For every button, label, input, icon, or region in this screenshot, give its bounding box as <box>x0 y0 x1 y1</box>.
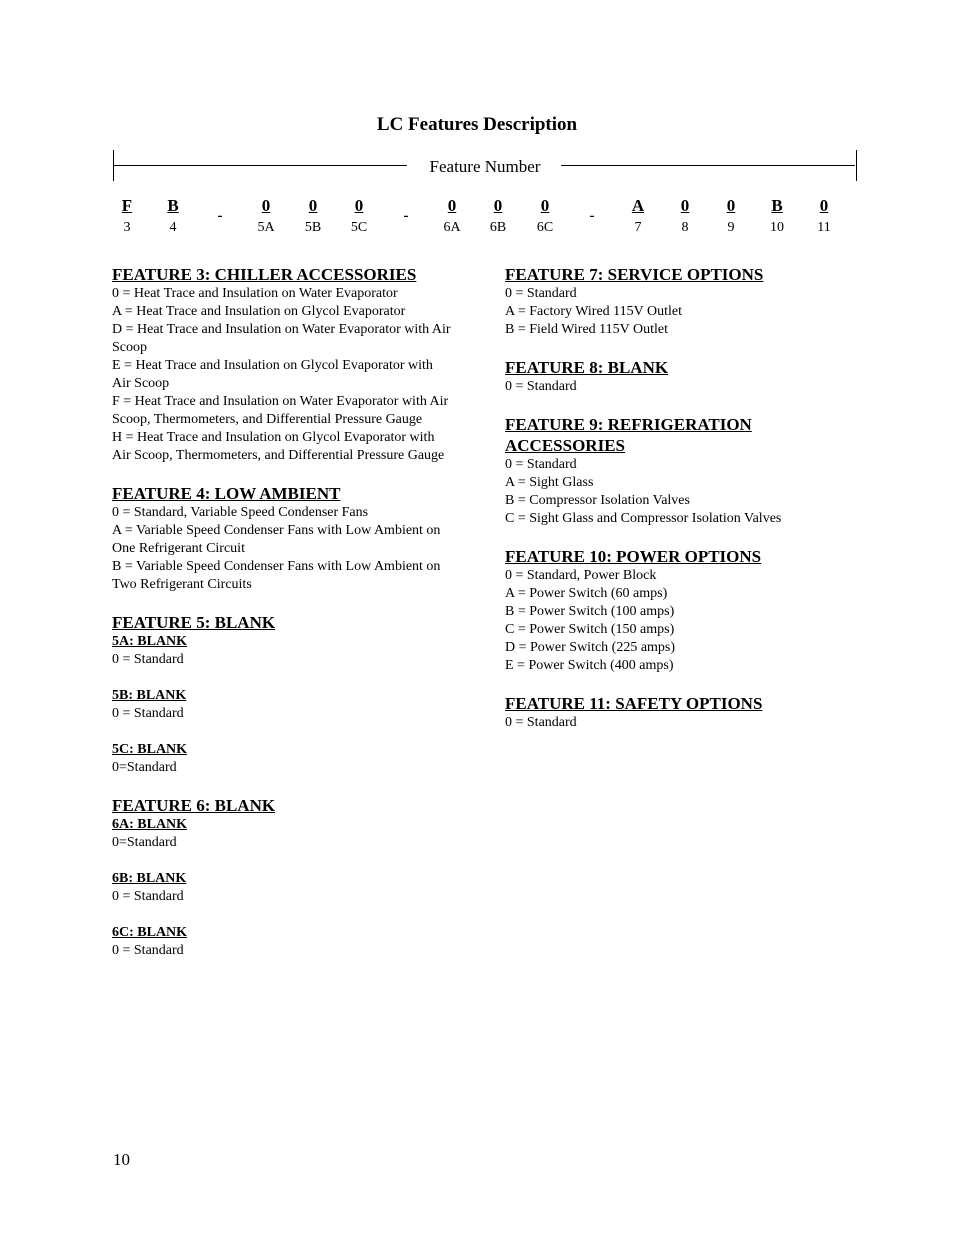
code-feature-4 <box>153 196 193 237</box>
feature-option: 0 = Standard <box>112 889 184 904</box>
feature-8-title: FEATURE 8: BLANK <box>505 358 669 377</box>
code-number: 5C <box>350 220 368 235</box>
sub-feature-title: 6C: BLANK <box>112 925 188 940</box>
feature-option: 0 = Standard <box>505 457 577 472</box>
feature-6b <box>112 870 452 906</box>
feature-option: 0=Standard <box>112 835 177 850</box>
feature-option: 0 = Standard, Power Block <box>505 568 657 583</box>
feature-9-title: FEATURE 9: REFRIGERATION ACCESSORIES <box>505 415 752 455</box>
code-letter: 0 <box>819 196 829 215</box>
feature-option: B = Field Wired 115V Outlet <box>505 322 669 337</box>
feature-6-section <box>112 795 452 960</box>
feature-3-title: FEATURE 3: CHILLER ACCESSORIES <box>112 265 417 284</box>
feature-11-section <box>505 693 845 732</box>
left-column <box>112 264 452 978</box>
feature-number-bracket <box>113 150 857 182</box>
code-number: 11 <box>817 220 831 235</box>
feature-option: A = Sight Glass <box>505 475 594 490</box>
feature-6a <box>112 816 452 852</box>
feature-7-title: FEATURE 7: SERVICE OPTIONS <box>505 265 764 284</box>
code-dash: - <box>217 208 223 224</box>
bracket-right-tick <box>856 150 857 181</box>
feature-option: D = Heat Trace and Insulation on Water Evaporator with Air Scoop <box>112 322 451 355</box>
code-letter: 0 <box>261 196 271 215</box>
code-number: 6C <box>536 220 554 235</box>
feature-option: E = Heat Trace and Insulation on Glycol Evaporator with Air Scoop <box>112 358 433 391</box>
code-letter: 0 <box>680 196 690 215</box>
feature-9-section <box>505 414 845 528</box>
code-number: 8 <box>681 220 689 235</box>
code-letter: B <box>167 196 179 215</box>
feature-option: 0 = Standard <box>505 379 577 394</box>
code-number: 9 <box>727 220 735 235</box>
feature-10-title: FEATURE 10: POWER OPTIONS <box>505 547 762 566</box>
sub-feature-title: 6A: BLANK <box>112 817 188 832</box>
code-feature-5a <box>246 196 286 237</box>
code-feature-6c <box>525 196 565 237</box>
feature-option: A = Heat Trace and Insulation on Glycol Evaporator <box>112 304 406 319</box>
code-letter: 0 <box>493 196 503 215</box>
feature-5c <box>112 741 452 777</box>
code-feature-7 <box>618 196 658 237</box>
feature-option: 0=Standard <box>112 760 177 775</box>
feature-5b <box>112 687 452 723</box>
feature-10-section <box>505 546 845 675</box>
code-number: 4 <box>169 220 177 235</box>
code-number: 6A <box>443 220 461 235</box>
feature-option: A = Variable Speed Condenser Fans with Low Ambient on One Refrigerant Circuit <box>112 523 441 556</box>
right-column <box>505 264 845 750</box>
sub-feature-title: 6B: BLANK <box>112 871 187 886</box>
sub-feature-title: 5C: BLANK <box>112 742 188 757</box>
code-letter: 0 <box>354 196 364 215</box>
feature-5a <box>112 633 452 669</box>
feature-option: H = Heat Trace and Insulation on Glycol Evaporator with Air Scoop, Thermometers, and Differential Pressure Gauge <box>112 430 445 463</box>
page-number: 10 <box>113 1150 130 1169</box>
code-letter: 0 <box>540 196 550 215</box>
code-feature-5c <box>339 196 379 237</box>
feature-5-title: FEATURE 5: BLANK <box>112 613 276 632</box>
code-feature-6a <box>432 196 472 237</box>
feature-option: 0 = Standard <box>112 652 184 667</box>
code-letter: 0 <box>308 196 318 215</box>
feature-option: E = Power Switch (400 amps) <box>505 658 674 673</box>
feature-option: A = Factory Wired 115V Outlet <box>505 304 682 319</box>
code-feature-5b <box>293 196 333 237</box>
code-number: 6B <box>489 220 507 235</box>
feature-number-label: Feature Number <box>418 157 553 176</box>
feature-option: B = Variable Speed Condenser Fans with Low Ambient on Two Refrigerant Circuits <box>112 559 441 592</box>
code-feature-8 <box>665 196 705 237</box>
feature-option: 0 = Standard <box>505 715 577 730</box>
sub-feature-title: 5A: BLANK <box>112 634 188 649</box>
code-letter: 0 <box>726 196 736 215</box>
feature-option: B = Compressor Isolation Valves <box>505 493 690 508</box>
code-number: 10 <box>770 220 784 235</box>
feature-option: 0 = Standard <box>112 706 184 721</box>
feature-6c <box>112 924 452 960</box>
code-feature-9 <box>711 196 751 237</box>
feature-option: D = Power Switch (225 amps) <box>505 640 676 655</box>
feature-option: 0 = Heat Trace and Insulation on Water Evaporator <box>112 286 398 301</box>
page-title: LC Features Description <box>376 114 578 135</box>
feature-option: C = Sight Glass and Compressor Isolation Valves <box>505 511 782 526</box>
feature-3-section <box>112 264 452 465</box>
feature-4-title: FEATURE 4: LOW AMBIENT <box>112 484 341 503</box>
feature-7-section <box>505 264 845 339</box>
code-dash: - <box>589 208 595 224</box>
feature-11-title: FEATURE 11: SAFETY OPTIONS <box>505 694 763 713</box>
feature-option: 0 = Standard <box>505 286 577 301</box>
code-number: 7 <box>634 220 642 235</box>
code-letter: 0 <box>447 196 457 215</box>
feature-option: A = Power Switch (60 amps) <box>505 586 668 601</box>
feature-5-section <box>112 612 452 777</box>
code-letter: B <box>771 196 783 215</box>
feature-option: F = Heat Trace and Insulation on Water Evaporator with Air Scoop, Thermometers, and Differential Pressure Gauge <box>112 394 449 427</box>
code-number: 5B <box>304 220 322 235</box>
code-number: 5A <box>257 220 275 235</box>
code-letter: F <box>121 196 133 215</box>
feature-option: B = Power Switch (100 amps) <box>505 604 675 619</box>
code-dash: - <box>403 208 409 224</box>
code-letter: A <box>631 196 645 215</box>
bracket-right-line <box>561 165 855 166</box>
code-feature-11 <box>804 196 844 237</box>
feature-6-title: FEATURE 6: BLANK <box>112 796 276 815</box>
feature-option: 0 = Standard, Variable Speed Condenser Fans <box>112 505 369 520</box>
code-feature-10 <box>757 196 797 237</box>
feature-option: C = Power Switch (150 amps) <box>505 622 675 637</box>
feature-4-section <box>112 483 452 594</box>
code-feature-3 <box>107 196 147 237</box>
code-feature-6b <box>478 196 518 237</box>
code-number: 3 <box>123 220 131 235</box>
feature-8-section <box>505 357 845 396</box>
feature-option: 0 = Standard <box>112 943 184 958</box>
sub-feature-title: 5B: BLANK <box>112 688 187 703</box>
